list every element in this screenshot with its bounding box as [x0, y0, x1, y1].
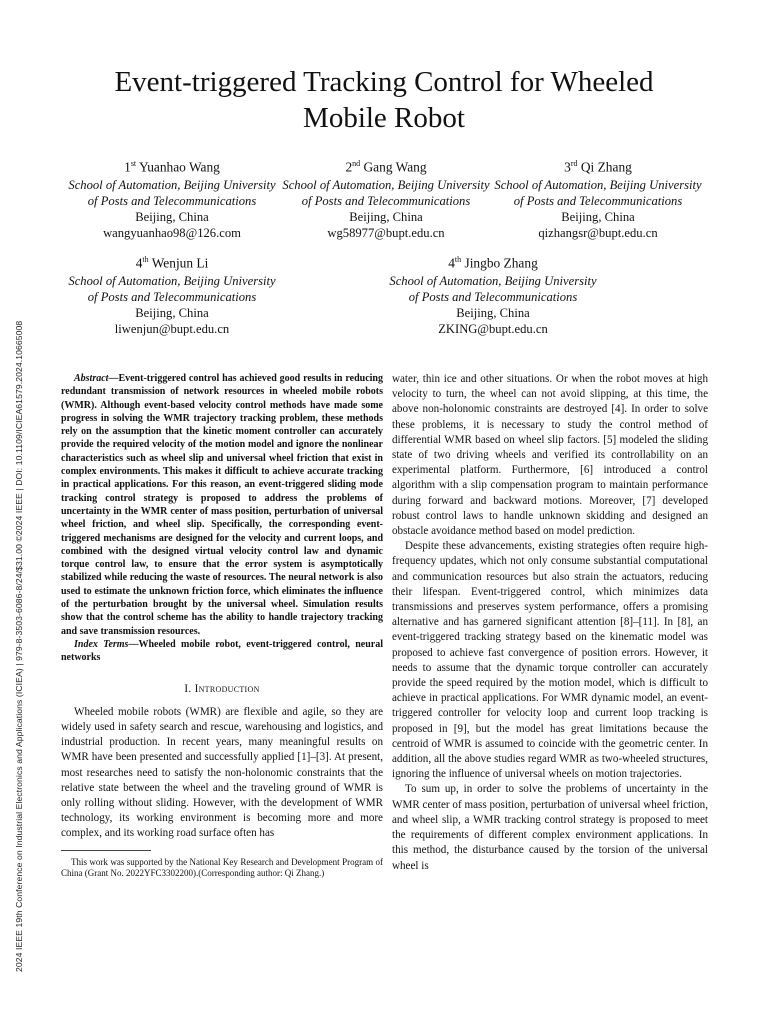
author-affiliation-2: of Posts and Telecommunications [301, 193, 471, 208]
side-margin [0, 0, 28, 1024]
author-affiliation: School of Automation, Beijing University [494, 177, 702, 192]
index-terms-label: Index Terms [74, 638, 129, 650]
author-city: Beijing, China [456, 306, 530, 321]
author-name: 4th Jingbo Zhang [448, 255, 538, 271]
author-city: Beijing, China [349, 210, 423, 225]
author-name: 4th Wenjun Li [135, 255, 209, 271]
author-name: 1st Yuanhao Wang [124, 159, 220, 175]
author-email: ZKING@bupt.edu.cn [438, 322, 548, 337]
funding-footnote: This work was supported by the National Key Research and Development Program of China (Grant No. 2022YFC3302200).(Corresponding author: Qi Zhang.) [61, 856, 383, 878]
author-name: 3rd Qi Zhang [564, 159, 632, 175]
section-number: I. [184, 682, 192, 695]
author-city: Beijing, China [135, 306, 209, 321]
author-affiliation-2: of Posts and Telecommunications [408, 289, 578, 304]
index-terms [61, 638, 383, 665]
footnote-divider [61, 850, 151, 851]
title-line-1: Event-triggered Tracking Control for Wheeled [114, 66, 654, 98]
author-block-3 [478, 156, 718, 241]
conference-citation-note: 2024 IEEE 19th Conference on Industrial Electronics and Applications (ICIEA) | 979-8-3503-6086-8/24/$31.00 ©2024 IEEE | DOI: 10.1109/ICIEA61579.2024.10665008 [14, 320, 24, 972]
author-affiliation-2: of Posts and Telecommunications [513, 193, 683, 208]
right-paragraph-3: To sum up, in order to solve the problems of uncertainty in the WMR center of mass position, perturbation of universal wheel friction, and wheel slip, a WMR tracking control strategy is proposed to meet the requirements of different complex environment applications. In this method, the disturbance caused by the torsion of the universal wheel is [392, 783, 708, 872]
author-name: 2nd Gang Wang [345, 159, 427, 175]
author-email: qizhangsr@bupt.edu.cn [538, 226, 658, 241]
author-city: Beijing, China [135, 210, 209, 225]
paper-title [60, 64, 708, 136]
author-block-2 [266, 156, 506, 241]
intro-paragraph-1: Wheeled mobile robots (WMR) are flexible and agile, so they are widely used in safety search and rescue, warehousing and logistics, and industrial production. In recent years, many meaningful results on WMR have been presented and successfully applied [1]–[3]. At present, most researches need to satisfy the non-holonomic constraints that the relative state between the wheel and the traveling ground of WMR is only rolling without sliding. However, with the development of WMR technology, its working environment is becoming more and more complex, and its working road surface often has [61, 705, 383, 840]
left-column [61, 372, 383, 879]
author-city: Beijing, China [561, 210, 635, 225]
author-email: wg58977@bupt.edu.cn [327, 226, 445, 241]
author-block-5 [368, 252, 618, 337]
author-block-1 [52, 156, 292, 241]
author-affiliation: School of Automation, Beijing University [68, 273, 276, 288]
author-affiliation-2: of Posts and Telecommunications [87, 289, 257, 304]
author-affiliation: School of Automation, Beijing University [389, 273, 597, 288]
right-paragraph-1: water, thin ice and other situations. Or when the robot moves at high velocity to turn, the wheel can not avoid slipping, at this time, the above non-holonomic constraints are destroyed [4]. In order to solve these problems, it is necessary to study the control method of differential WMR based on wheel slip factors. [5] modeled the sliding state of two driving wheels and verified its controllability on an experimental platform. Furthermore, [6] introduced a control algorithm with a slip compensation program to maintain performance during forward and backward motions. Moreover, [7] developed robust control laws to handle unknown skidding and designed an obstacle avoidance method based on model prediction. [392, 373, 708, 538]
author-block-4 [52, 252, 292, 337]
right-column [392, 372, 708, 874]
abstract-text: —Event-triggered control has achieved good results in reducing redundant transmission of network resources in wheeled mobile robots (WMR). Although event-based velocity control methods have made some progress in solving the WMR trajectory tracking problem, these methods rely on the assumption that the kinetic moment controller can accurately provide the required velocity of the motion model and ignore the nonlinear characteristics such as wheel slip and universal wheel friction that exist in complex environments. This makes it difficult to achieve accurate tracking in practical applications. For this reason, an event-triggered sliding mode tracking control strategy is proposed to address the problems of uncertainty in the WMR center of mass position, perturbation of universal wheel friction, and wheel slip. Specifically, the corresponding event-triggered mechanisms are designed for the velocity and current loops, and combined with the designed virtual velocity control law and dynamic torque control law, to ensure that the error system is asymptotically stabilized while reducing the waste of resources. The neural network is also used to estimate the unknown friction force, which eliminates the influence of the perturbation brought by the universal wheel. Simulation results show that the control scheme has the ability to handle trajectory tracking and save transmission resources. [61, 373, 383, 637]
section-heading-introduction [61, 682, 383, 697]
author-affiliation: School of Automation, Beijing University [68, 177, 276, 192]
author-affiliation: School of Automation, Beijing University [282, 177, 490, 192]
author-email: liwenjun@bupt.edu.cn [114, 322, 230, 337]
index-terms-text: —Wheeled mobile robot, event-triggered control, neural networks [61, 638, 383, 664]
section-title: Introduction [194, 682, 260, 695]
abstract-label: Abstract [74, 373, 109, 384]
right-paragraph-2: Despite these advancements, existing strategies often require high-frequency updates, which not only consume substantial computational and communication resources but also strain the actuators, reducing their lifespan. Event-triggered control, which minimizes data transmissions and preserves system performance, offers a promising alternative and has garnered significant attention [8]–[11]. In [8], an event-triggered tracking strategy based on the kinematic model was proposed to achieve fast convergence of position errors. However, it needs to assume that the dynamic torque controller can accurately provide the speed required by the motion model, which is difficult to achieve in practical applications. For WMR dynamic model, an event-triggered controller for velocity loop and current loop tracking is proposed in [9], but the model has great limitations because the centroid of WMR is assumed to coincide with the geometric center. In addition, all the above studies regard WMR as two-wheeled structures, ignoring the influence of universal wheels on motion trajectories. [392, 540, 708, 781]
title-line-2: Mobile Robot [303, 102, 465, 134]
author-affiliation-2: of Posts and Telecommunications [87, 193, 257, 208]
abstract [61, 372, 383, 638]
author-email: wangyuanhao98@126.com [103, 226, 241, 241]
